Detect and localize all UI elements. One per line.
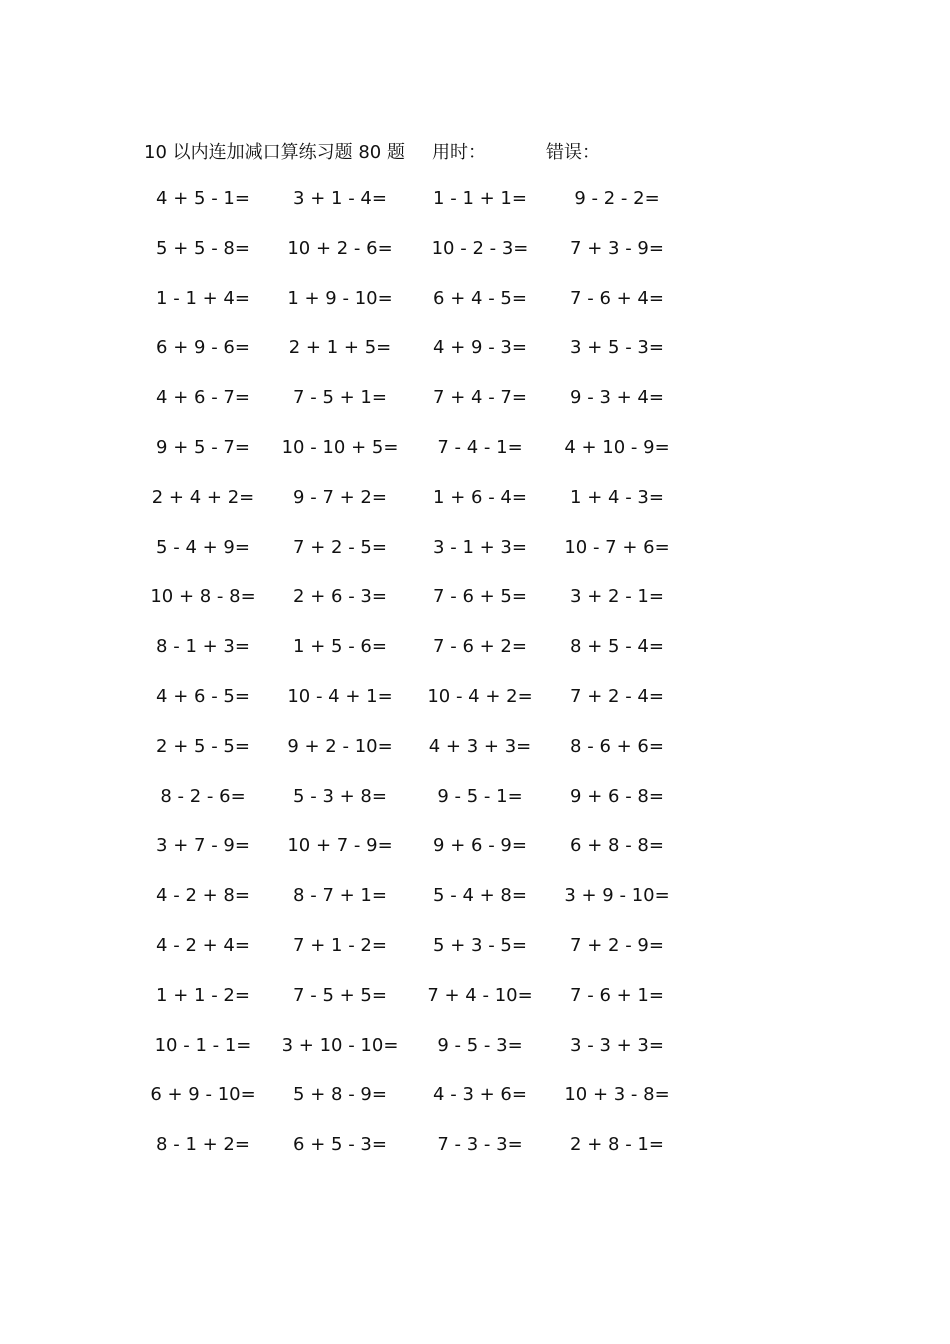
problem-item: 10 - 2 - 3= bbox=[431, 237, 529, 259]
problem-item: 4 + 3 + 3= bbox=[428, 735, 532, 757]
problem-item: 9 - 3 + 4= bbox=[570, 387, 664, 409]
problem-item: 2 + 6 - 3= bbox=[293, 586, 387, 608]
problem-item: 10 + 7 - 9= bbox=[287, 835, 393, 857]
problem-item: 7 + 4 - 10= bbox=[427, 984, 533, 1006]
problem-row bbox=[0, 483, 950, 513]
problem-item: 7 - 3 - 3= bbox=[437, 1134, 523, 1156]
problem-item: 7 + 3 - 9= bbox=[570, 237, 664, 259]
problem-item: 4 + 6 - 5= bbox=[156, 686, 250, 707]
problem-item: 1 + 9 - 10= bbox=[287, 287, 393, 309]
problem-item: 10 - 1 - 1= bbox=[154, 1034, 252, 1056]
problem-item: 7 + 4 - 7= bbox=[433, 387, 527, 409]
problem-row bbox=[0, 383, 950, 413]
problem-item: 3 - 3 + 3= bbox=[570, 1034, 664, 1056]
worksheet-title: 10 以内连加减口算练习题 80 题 bbox=[144, 142, 405, 163]
problem-item: 8 - 2 - 6= bbox=[160, 785, 246, 807]
problem-item: 5 + 5 - 8= bbox=[156, 237, 250, 259]
errors-label: 错误： bbox=[546, 142, 600, 163]
problem-item: 10 - 10 + 5= bbox=[281, 437, 399, 458]
problem-item: 5 - 4 + 8= bbox=[433, 885, 527, 907]
problem-item: 3 + 10 - 10= bbox=[281, 1034, 399, 1056]
problem-item: 9 - 5 - 1= bbox=[437, 785, 523, 807]
problem-item: 6 + 5 - 3= bbox=[293, 1134, 387, 1156]
problem-item: 3 + 2 - 1= bbox=[570, 586, 664, 608]
problem-item: 3 - 1 + 3= bbox=[433, 536, 527, 558]
problem-row bbox=[0, 333, 950, 363]
problem-row bbox=[0, 234, 950, 264]
problem-item: 3 + 1 - 4= bbox=[293, 188, 387, 209]
problem-item: 10 + 3 - 8= bbox=[564, 1084, 670, 1106]
problem-item: 7 - 6 + 4= bbox=[570, 287, 664, 309]
problem-item: 4 + 9 - 3= bbox=[433, 337, 527, 359]
problem-item: 7 - 6 + 2= bbox=[433, 636, 527, 658]
problem-item: 1 - 1 + 4= bbox=[156, 287, 250, 309]
problem-item: 8 - 1 + 2= bbox=[156, 1134, 250, 1156]
problem-item: 9 + 6 - 9= bbox=[433, 835, 527, 857]
problem-item: 7 + 1 - 2= bbox=[293, 935, 387, 956]
problem-row bbox=[0, 881, 950, 911]
problem-row bbox=[0, 1130, 950, 1160]
problem-item: 9 + 6 - 8= bbox=[570, 785, 664, 807]
problem-item: 4 - 2 + 4= bbox=[156, 935, 250, 956]
time-label: 用时： bbox=[432, 142, 486, 163]
problem-item: 5 + 3 - 5= bbox=[433, 935, 527, 956]
problem-item: 10 + 2 - 6= bbox=[287, 237, 393, 259]
problem-item: 2 + 5 - 5= bbox=[156, 735, 250, 757]
problem-item: 1 + 6 - 4= bbox=[433, 486, 527, 508]
problem-item: 5 + 8 - 9= bbox=[293, 1084, 387, 1106]
problem-row bbox=[0, 632, 950, 662]
problem-row bbox=[0, 682, 950, 712]
problem-row bbox=[0, 1080, 950, 1110]
problem-item: 8 - 7 + 1= bbox=[293, 885, 387, 907]
problem-item: 8 - 1 + 3= bbox=[156, 636, 250, 658]
problem-row bbox=[0, 831, 950, 861]
problem-item: 10 - 4 + 1= bbox=[287, 686, 393, 707]
problem-item: 9 + 5 - 7= bbox=[156, 437, 250, 458]
problem-item: 6 + 9 - 6= bbox=[156, 337, 250, 359]
problem-row bbox=[0, 284, 950, 314]
problem-item: 7 - 5 + 1= bbox=[293, 387, 387, 409]
problem-item: 4 - 2 + 8= bbox=[156, 885, 250, 907]
problem-row bbox=[0, 533, 950, 563]
problem-item: 1 - 1 + 1= bbox=[433, 188, 527, 209]
problem-item: 9 + 2 - 10= bbox=[287, 735, 393, 757]
problem-item: 6 + 9 - 10= bbox=[150, 1084, 256, 1106]
problem-item: 10 + 8 - 8= bbox=[150, 586, 256, 608]
problem-item: 8 + 5 - 4= bbox=[570, 636, 664, 658]
problem-row bbox=[0, 732, 950, 762]
problem-item: 3 + 5 - 3= bbox=[570, 337, 664, 359]
problem-item: 7 - 5 + 5= bbox=[293, 984, 387, 1006]
problem-item: 4 + 10 - 9= bbox=[564, 437, 670, 458]
problem-row bbox=[0, 433, 950, 463]
problem-item: 7 + 2 - 4= bbox=[570, 686, 664, 707]
problem-item: 6 + 8 - 8= bbox=[570, 835, 664, 857]
problem-item: 5 - 3 + 8= bbox=[293, 785, 387, 807]
problem-item: 10 - 7 + 6= bbox=[564, 536, 670, 558]
problem-row bbox=[0, 931, 950, 961]
problem-row bbox=[0, 981, 950, 1011]
problem-item: 3 + 9 - 10= bbox=[564, 885, 670, 907]
problem-item: 1 + 1 - 2= bbox=[156, 984, 250, 1006]
problem-item: 7 - 6 + 5= bbox=[433, 586, 527, 608]
problem-item: 1 + 4 - 3= bbox=[570, 486, 664, 508]
problem-item: 7 - 4 - 1= bbox=[437, 437, 523, 458]
problem-row bbox=[0, 582, 950, 612]
problem-item: 7 + 2 - 9= bbox=[570, 935, 664, 956]
problem-item: 7 - 6 + 1= bbox=[570, 984, 664, 1006]
problem-row bbox=[0, 184, 950, 214]
problem-item: 4 + 5 - 1= bbox=[156, 188, 250, 209]
problem-item: 9 - 7 + 2= bbox=[293, 486, 387, 508]
problem-item: 4 + 6 - 7= bbox=[156, 387, 250, 409]
problem-item: 2 + 8 - 1= bbox=[570, 1134, 664, 1156]
problem-item: 9 - 5 - 3= bbox=[437, 1034, 523, 1056]
problem-item: 4 - 3 + 6= bbox=[433, 1084, 527, 1106]
problem-item: 10 - 4 + 2= bbox=[427, 686, 533, 707]
problem-item: 1 + 5 - 6= bbox=[293, 636, 387, 658]
problem-item: 6 + 4 - 5= bbox=[433, 287, 527, 309]
problem-item: 2 + 4 + 2= bbox=[151, 486, 255, 508]
problem-item: 8 - 6 + 6= bbox=[570, 735, 664, 757]
problem-item: 2 + 1 + 5= bbox=[288, 337, 392, 359]
problem-row bbox=[0, 1031, 950, 1061]
problem-row bbox=[0, 782, 950, 812]
problem-item: 3 + 7 - 9= bbox=[156, 835, 250, 857]
problem-item: 5 - 4 + 9= bbox=[156, 536, 250, 558]
problem-item: 7 + 2 - 5= bbox=[293, 536, 387, 558]
problem-item: 9 - 2 - 2= bbox=[574, 188, 660, 209]
